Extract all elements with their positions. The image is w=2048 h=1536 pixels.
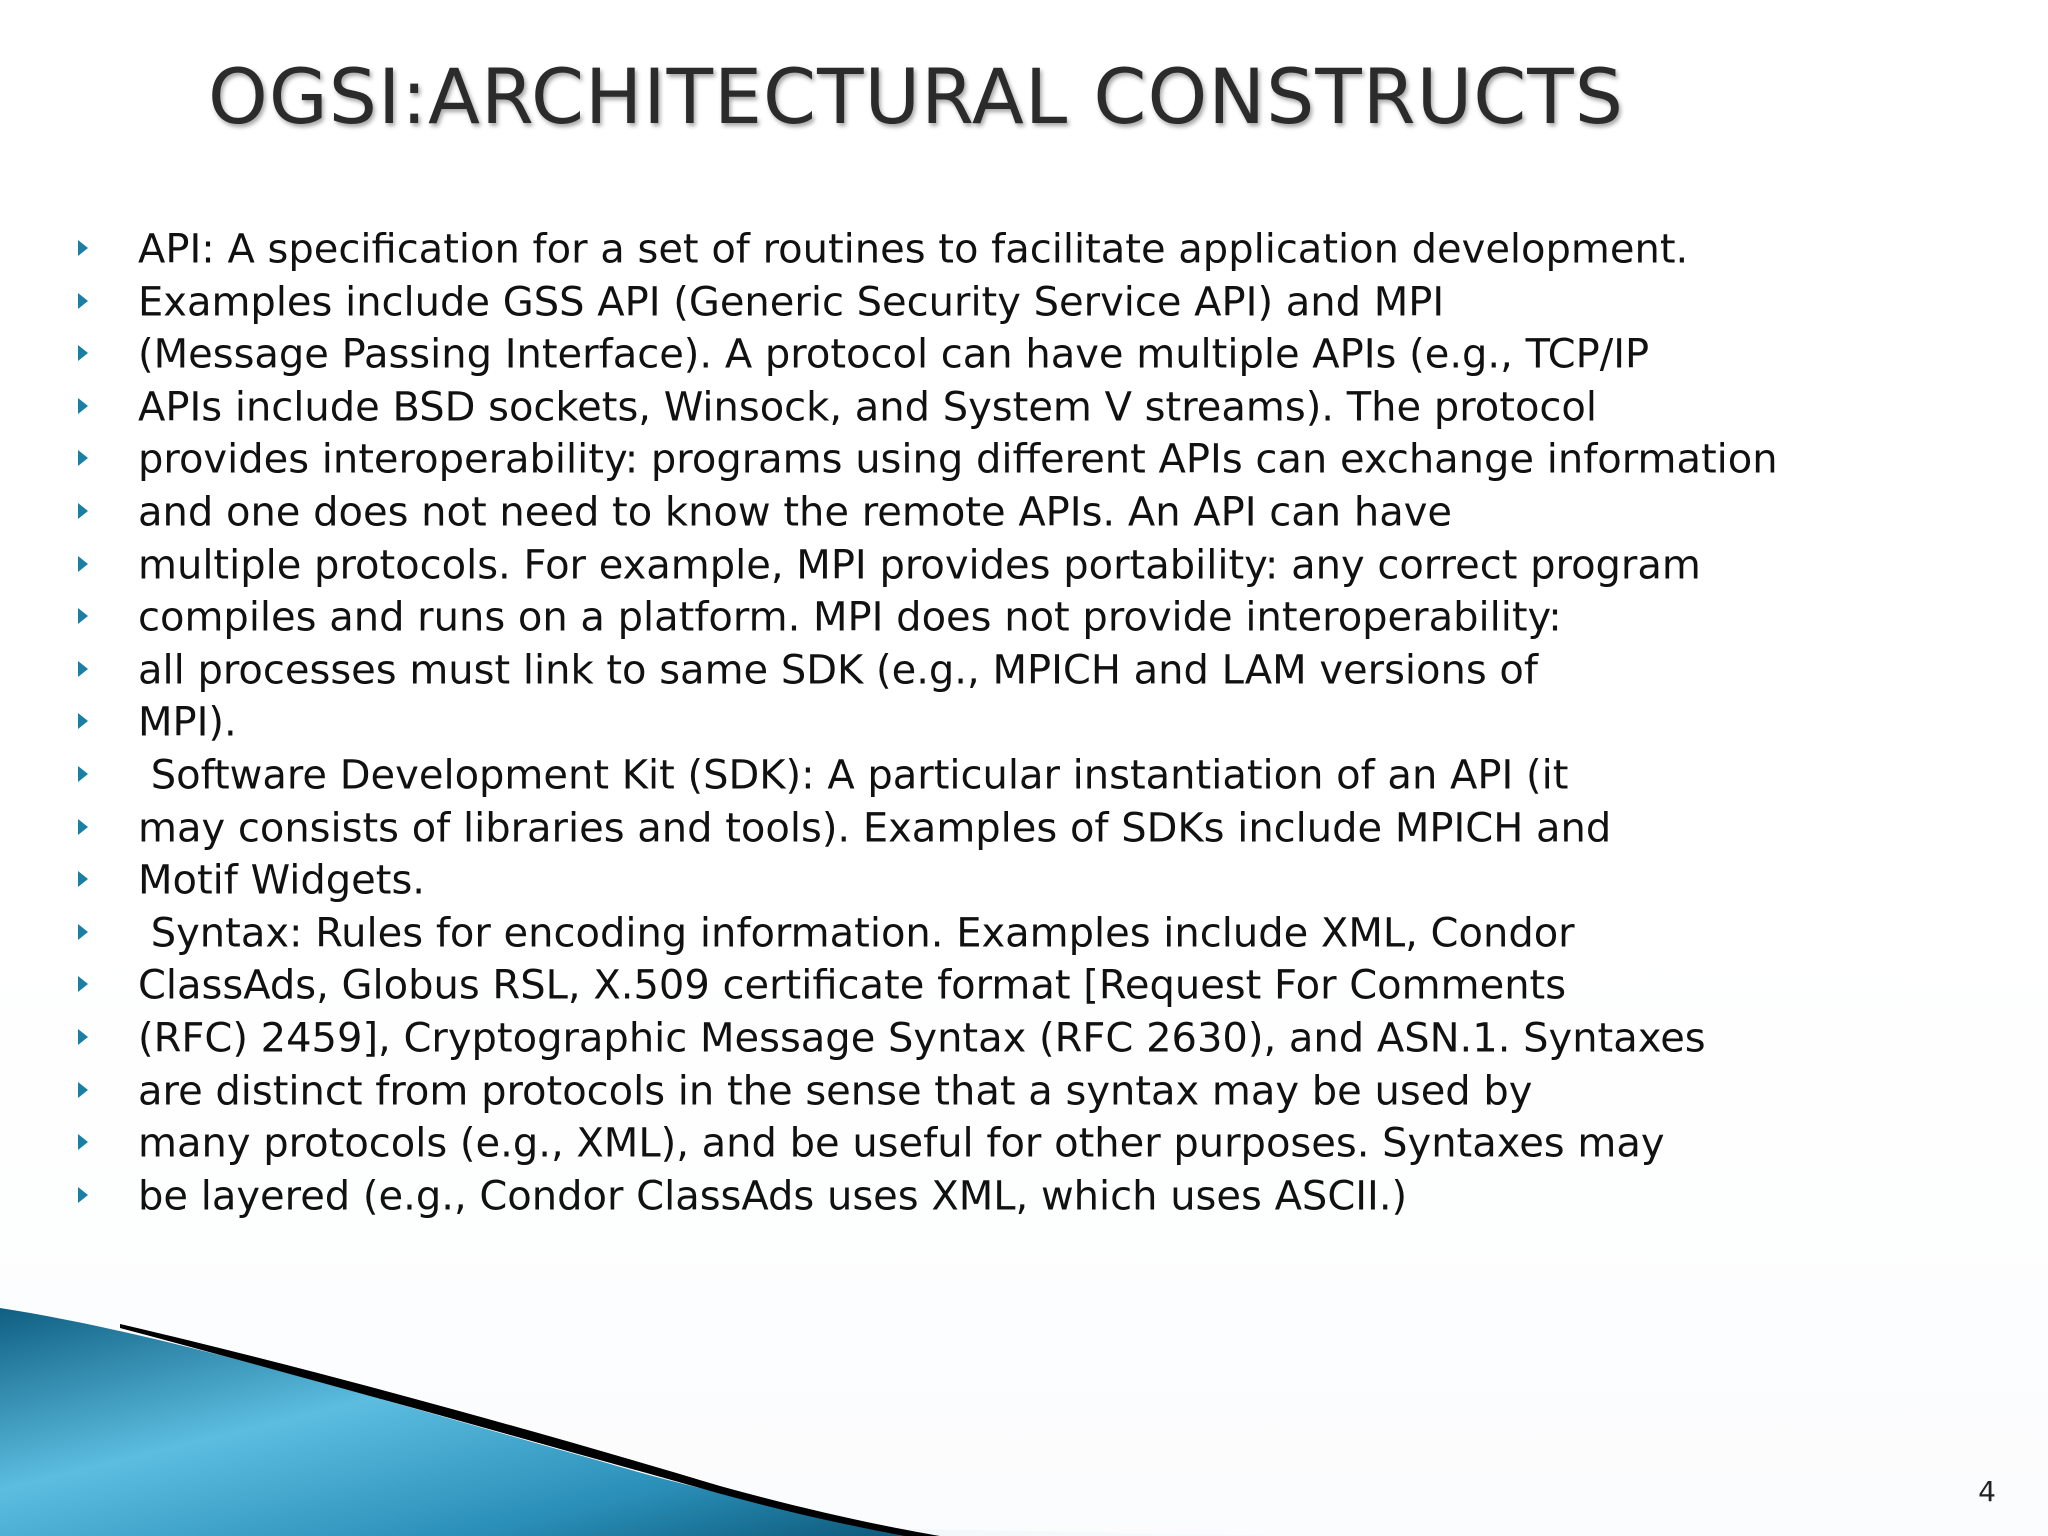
list-item [78, 1011, 1778, 1064]
list-item [78, 380, 1778, 433]
bullet-text: provides interoperability: programs using different APIs can exchange information [138, 437, 1778, 484]
list-item [78, 695, 1778, 748]
bullet-arrow-icon [78, 450, 88, 466]
bullet-arrow-icon [78, 503, 88, 519]
bullet-text: API: A specification for a set of routines to facilitate application development. [138, 226, 1689, 273]
list-item [78, 958, 1778, 1011]
bullet-arrow-icon [78, 766, 88, 782]
bullet-text: Examples include GSS API (Generic Security Service API) and MPI [138, 279, 1445, 326]
bullet-list [78, 222, 1778, 1221]
bullet-text: (RFC) 2459], Cryptographic Message Syntax (RFC 2630), and ASN.1. Syntaxes [138, 1015, 1706, 1062]
bullet-arrow-icon [78, 661, 88, 677]
bullet-arrow-icon [78, 976, 88, 992]
bullet-arrow-icon [78, 556, 88, 572]
bullet-text: APIs include BSD sockets, Winsock, and System V streams). The protocol [138, 384, 1598, 431]
bullet-text: are distinct from protocols in the sense that a syntax may be used by [138, 1068, 1533, 1115]
bullet-arrow-icon [78, 1134, 88, 1150]
list-item [78, 275, 1778, 328]
bullet-arrow-icon [78, 345, 88, 361]
decorative-wave-graphic [0, 1236, 1300, 1536]
bullet-arrow-icon [78, 924, 88, 940]
bullet-text: and one does not need to know the remote APIs. An API can have [138, 489, 1453, 536]
bullet-text: Software Development Kit (SDK): A particular instantiation of an API (it [138, 752, 1569, 799]
bullet-text: ClassAds, Globus RSL, X.509 certificate format [Request For Comments [138, 963, 1567, 1010]
list-item [78, 748, 1778, 801]
page-number: 4 [1978, 1475, 1996, 1508]
bullet-arrow-icon [78, 713, 88, 729]
bullet-text: be layered (e.g., Condor ClassAds uses XML, which uses ASCII.) [138, 1173, 1408, 1220]
bullet-arrow-icon [78, 240, 88, 256]
bullet-text: multiple protocols. For example, MPI provides portability: any correct program [138, 542, 1701, 589]
list-item [78, 853, 1778, 906]
list-item [78, 1064, 1778, 1117]
bullet-arrow-icon [78, 293, 88, 309]
bullet-arrow-icon [78, 819, 88, 835]
list-item [78, 538, 1778, 591]
bullet-arrow-icon [78, 871, 88, 887]
bullet-text: compiles and runs on a platform. MPI does not provide interoperability: [138, 594, 1562, 641]
bullet-arrow-icon [78, 1029, 88, 1045]
bullet-arrow-icon [78, 608, 88, 624]
list-item [78, 643, 1778, 696]
bullet-text: Motif Widgets. [138, 857, 425, 904]
list-item [78, 327, 1778, 380]
list-item [78, 222, 1778, 275]
bullet-text: may consists of libraries and tools). Examples of SDKs include MPICH and [138, 805, 1612, 852]
slide-title: OGSI:ARCHITECTURAL CONSTRUCTS [208, 52, 1624, 141]
bullet-text: all processes must link to same SDK (e.g., MPICH and LAM versions of [138, 647, 1538, 694]
list-item [78, 1169, 1778, 1222]
bullet-arrow-icon [78, 398, 88, 414]
bullet-text: many protocols (e.g., XML), and be useful for other purposes. Syntaxes may [138, 1120, 1665, 1167]
list-item [78, 906, 1778, 959]
list-item [78, 485, 1778, 538]
list-item [78, 1116, 1778, 1169]
bullet-text: (Message Passing Interface). A protocol can have multiple APIs (e.g., TCP/IP [138, 331, 1650, 378]
list-item [78, 801, 1778, 854]
bullet-text: Syntax: Rules for encoding information. Examples include XML, Condor [138, 910, 1575, 957]
bullet-arrow-icon [78, 1187, 88, 1203]
bullet-arrow-icon [78, 1082, 88, 1098]
list-item [78, 432, 1778, 485]
bullet-text: MPI). [138, 700, 237, 747]
list-item [78, 590, 1778, 643]
